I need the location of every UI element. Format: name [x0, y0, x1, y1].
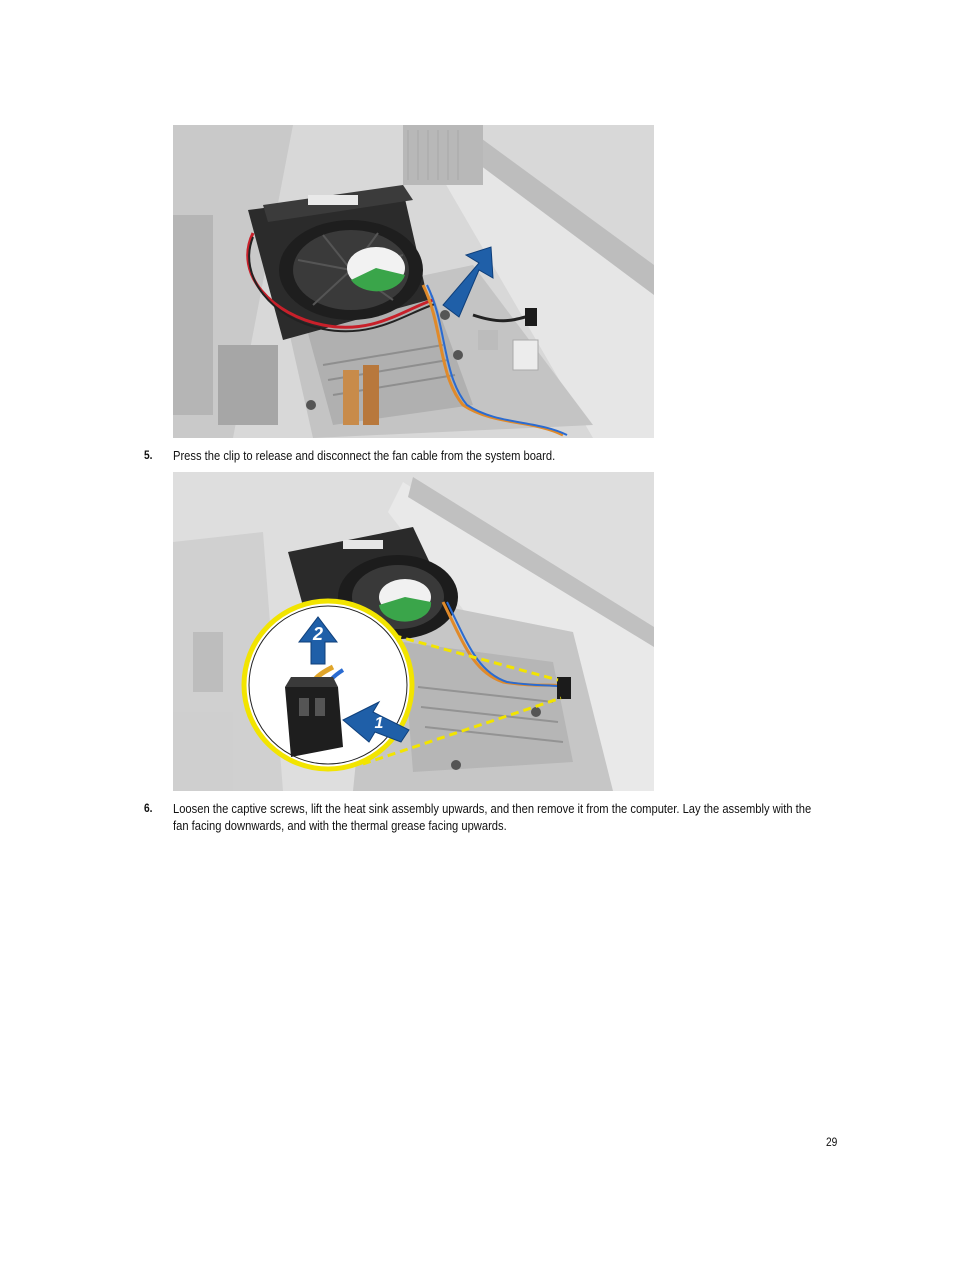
fan-cable-clip-illustration [173, 472, 654, 791]
step-text: Loosen the captive screws, lift the heat sink assembly upwards, and then remove it from the computer. Lay the assembly with the fan facing downwards, and with the thermal grease facing upwards. [173, 801, 812, 833]
callout-2-label: 2 [312, 624, 324, 644]
figure-fan-assembly-photo [173, 125, 654, 438]
page-number: 29 [826, 1135, 838, 1149]
figure-fan-cable-clip-photo [173, 472, 654, 791]
step-text: Press the clip to release and disconnect the fan cable from the system board. [173, 448, 556, 463]
fan-assembly-illustration [173, 125, 654, 438]
callout-1-label: 1 [374, 715, 384, 732]
step-number: 5. [144, 448, 153, 462]
step-number: 6. [144, 801, 153, 815]
